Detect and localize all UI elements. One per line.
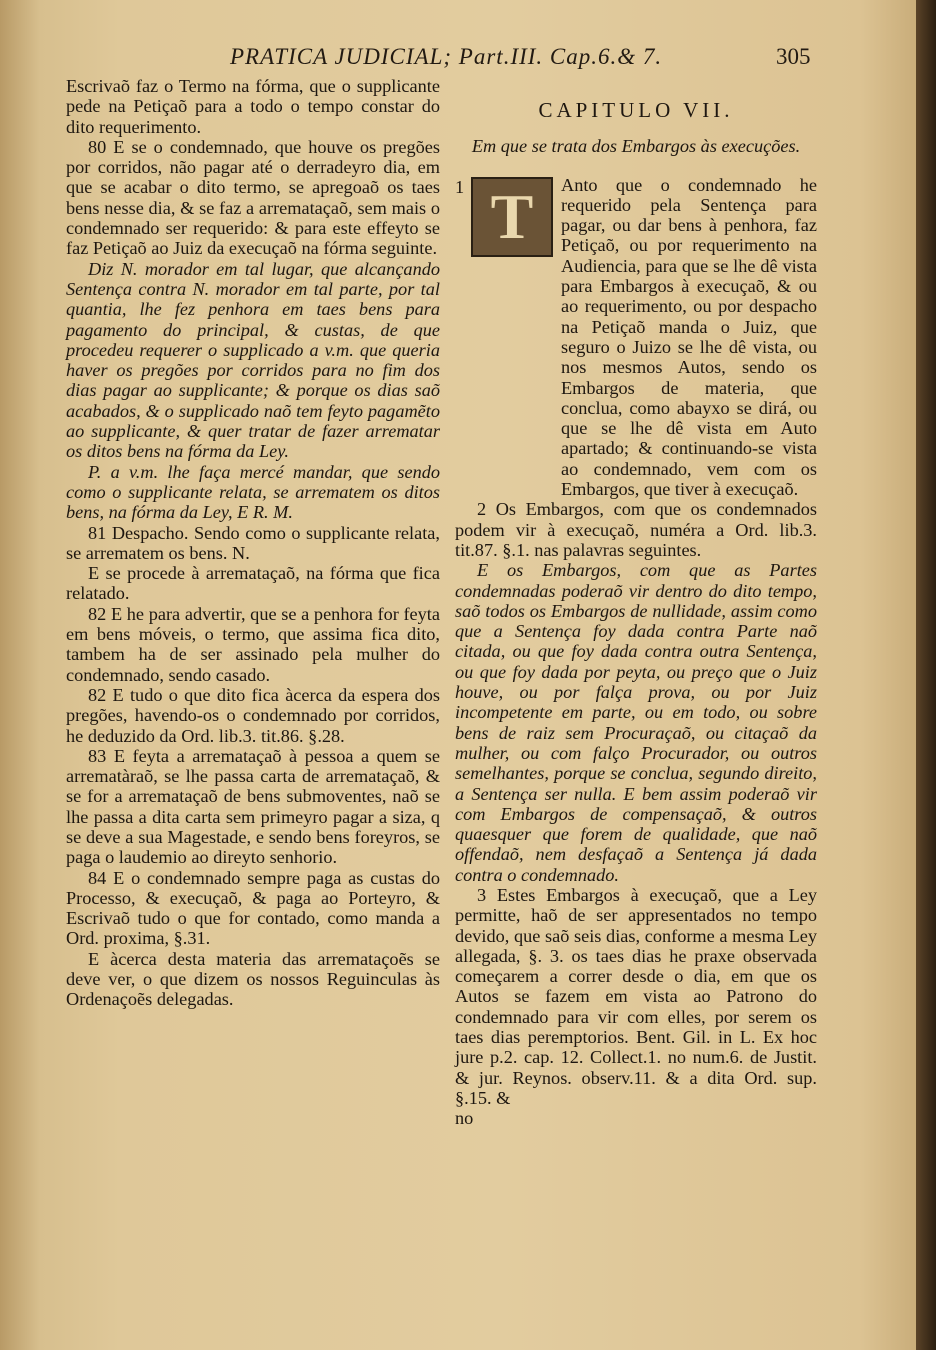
paragraph-81-continuation: E se procede à arremataçaõ, na fórma que fica relatado. (66, 563, 440, 604)
paragraph-2: 2 Os Embargos, com que os condemnados podem vir à execuçaõ, numéra a Ord. lib.3. tit.87. §.1. nas palavras seguintes. (455, 499, 817, 560)
chapter-subtitle: Em que se trata dos Embargos às execuções. (471, 136, 801, 157)
petition-text: Diz N. morador em tal lugar, que alcançando Sentença contra N. morador em tal parte, por tal quantia, lhe fez penhora em taes bens para pagamento do principal, & custas, de que procedeu requerer o supplicado a v.m. que queria haver os pregões por corridos para no fim dos dias pagar ao supplicante; & porque os dias saõ acabados, & o supplicado naõ tem feyto pagamẽto ao supplicante, & quer tratar de fazer arrematar os ditos bens na fórma da Ley. (66, 258, 440, 462)
paragraph-83: 83 E feyta a arremataçaõ à pessoa a quem se arrematàraõ, se lhe passa carta de arremataçaõ, & se for a arremataçaõ de bens submoventes, naõ se lhe passa a dita carta sem primeyro pagar a siza, q se deve a sua Magestade, e sendo bens foreyros, se paga o laudemio ao direyto senhorio. (66, 745, 440, 868)
catchword: no (455, 1108, 474, 1129)
drop-cap-letter: T (490, 180, 534, 252)
paragraph-82b: 82 E tudo o que dito fica àcerca da espera dos pregões, havendo-os o condemnado por corridos, he deduzido da Ord. lib.3. tit.86. §.28. (66, 684, 440, 746)
book-edge (916, 0, 936, 1350)
paragraph-81: 81 Despacho. Sendo como o supplicante relata, se arrematem os bens. N. (66, 522, 440, 563)
paragraph-1-text: Anto que o condemnado he requerido pela Sentença para pagar, ou dar bens à penhora, faz Petiçaõ, ou por requerimento na Audiencia, para que se lhe dê vista para Embargos à execuçaõ, & ou ao requerimento, ou por despacho na Petiçaõ manda o Juiz, que seguro o Juizo se lhe dê vista, ou nos mesmos Autos, sendo os Embargos de materia, que conclua, como abayxo se dirá, ou que se lhe dê vista em Auto apartado; & continuando-se vista ao condemnado, vem com os Embargos, que tiver à execuçaõ. (561, 174, 817, 500)
paragraph-3: 3 Estes Embargos à execuçaõ, que a Ley permitte, haõ de ser appresentados no tempo devido, que saõ seis dias, conforme a mesma Ley allegada, §. 3. os taes dias he praxe observada começarem a correr desde o dia, em que os Autos se fazem em vista ao Patrono do condemnado para vir com elles, por serem os taes dias peremptorios. Bent. Gil. in L. Ex hoc jure p.2. cap. 12. Collect.1. no num.6. de Justit. & jur. Reynos. observ.11. & a dita Ord. sup. §.15. & (455, 884, 817, 1108)
ornamental-initial (471, 177, 553, 257)
paragraph-84: 84 E o condemnado sempre paga as custas do Processo, & execuçaõ, & paga ao Porteyro, & Escrivaõ tudo o que for contado, como manda a Ord. proxima, §.31. (66, 867, 440, 949)
left-column (66, 76, 440, 1010)
paragraph-80: 80 E se o condemnado, que houve os pregões por corridos, não pagar até o derradeyro dia, em que se acabar o dito termo, se apregoaõ os taes bens nesse dia, & se faz a arremataçaõ, sem mais o condemnado ser requerido: & para este effeyto se faz Petiçaõ ao Juiz da execuçaõ na fórma seguinte. (66, 136, 440, 259)
paragraph-continuation: Escrivaõ faz o Termo na fórma, que o supplicante pede na Petiçaõ para a todo o tempo constar do dito requerimento. (66, 76, 440, 137)
paragraph-1-number: 1 (455, 176, 465, 197)
chapter-heading: CAPITULO VII. (538, 98, 734, 122)
right-column (455, 76, 817, 1129)
ordinance-quote: E os Embargos, com que as Partes condemnadas poderaõ vir dentro do dito tempo, saõ todos os Embargos de nullidade, assim como que a Sentença foy dada contra Parte naõ citada, ou que foy dada contra outra Sentença, ou que foy dada por peyta, ou preço que o Juiz houve, ou por falça prova, ou por Juiz incompetente em parte, ou em todo, ou sobre bens de raiz sem Procuraçaõ, ou citaçaõ da mulher, ou com falço Procurador, ou outros semelhantes, porque se conclua, segundo direito, a Sentença ser nulla. E bem assim poderaõ vir com Embargos de compensaçaõ, & outros quaesquer que forem de qualidade, que naõ offendaõ, nem desfaçaõ a Sentença já dada contra o condemnado. (455, 560, 817, 885)
page-number: 305 (776, 44, 811, 69)
page-header (0, 40, 916, 76)
running-title: PRATICA JUDICIAL; Part.III. Cap.6.& 7. (230, 44, 663, 69)
paragraph-82a: 82 E he para advertir, que se a penhora for feyta em bens móveis, o termo, que assima fica dito, tambem ha de ser assinado pela mulher do condemnado, sendo casado. (66, 603, 440, 685)
paragraph-84-continuation: E àcerca desta materia das arremataçoẽs se deve ver, o que dizem os nossos Reguinculas às Ordenaçoẽs delegadas. (66, 948, 440, 1010)
petition-closing: P. a v.m. lhe faça mercé mandar, que sendo como o supplicante relata, se arrematem os ditos bens, na fórma da Ley, E R. M. (66, 461, 440, 523)
paragraph-1 (455, 175, 817, 500)
